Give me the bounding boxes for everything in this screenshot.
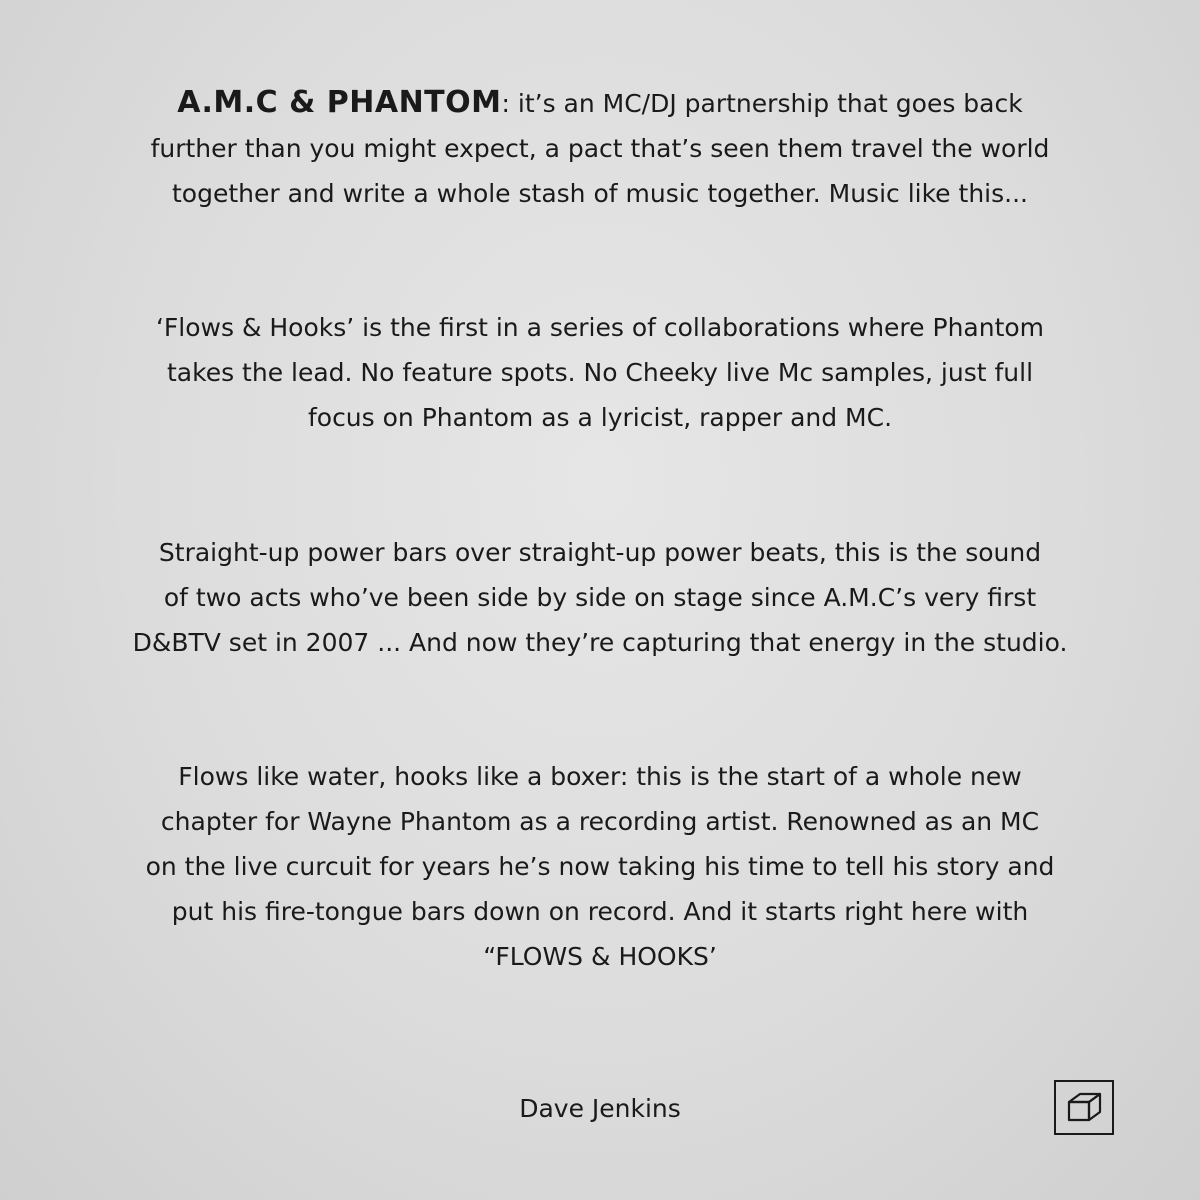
history-line-1: Straight-up power bars over straight-up power beats, this is the sound <box>158 538 1042 567</box>
closing-line-5: “FLOWS & HOOKS’ <box>483 942 717 971</box>
history-paragraph <box>40 530 1160 665</box>
release-paragraph <box>40 305 1160 440</box>
intro-line-3: together and write a whole stash of music together. Music like this... <box>172 179 1028 208</box>
author-signature: Dave Jenkins <box>519 1094 681 1123</box>
closing-line-4: put his fire-tongue bars down on record. And it starts right here with <box>171 897 1029 926</box>
intro-paragraph <box>40 80 1160 216</box>
artist-names: A.M.C & PHANTOM <box>177 85 502 120</box>
release-line-3: focus on Phantom as a lyricist, rapper and MC. <box>307 403 893 432</box>
release-line-2: takes the lead. No feature spots. No Cheeky live Mc samples, just full <box>166 358 1034 387</box>
intro-line-1-text: : it’s an MC/DJ partnership that goes back <box>501 89 1023 118</box>
closing-line-3: on the live curcuit for years he’s now taking his time to tell his story and <box>145 852 1055 881</box>
history-line-2: of two acts who’ve been side by side on stage since A.M.C’s very first <box>163 583 1037 612</box>
closing-paragraph <box>40 754 1160 979</box>
intro-line-2: further than you might expect, a pact that’s seen them travel the world <box>150 134 1050 163</box>
intro-line-1 <box>40 80 1160 126</box>
closing-line-1: Flows like water, hooks like a boxer: this is the start of a whole new <box>178 762 1022 791</box>
history-line-3: D&BTV set in 2007 ... And now they’re capturing that energy in the studio. <box>132 628 1068 657</box>
release-line-1: ‘Flows & Hooks’ is the first in a series of collaborations where Phantom <box>155 313 1045 342</box>
closing-line-2: chapter for Wayne Phantom as a recording artist. Renowned as an MC <box>160 807 1040 836</box>
label-logo-icon <box>1054 1080 1114 1135</box>
